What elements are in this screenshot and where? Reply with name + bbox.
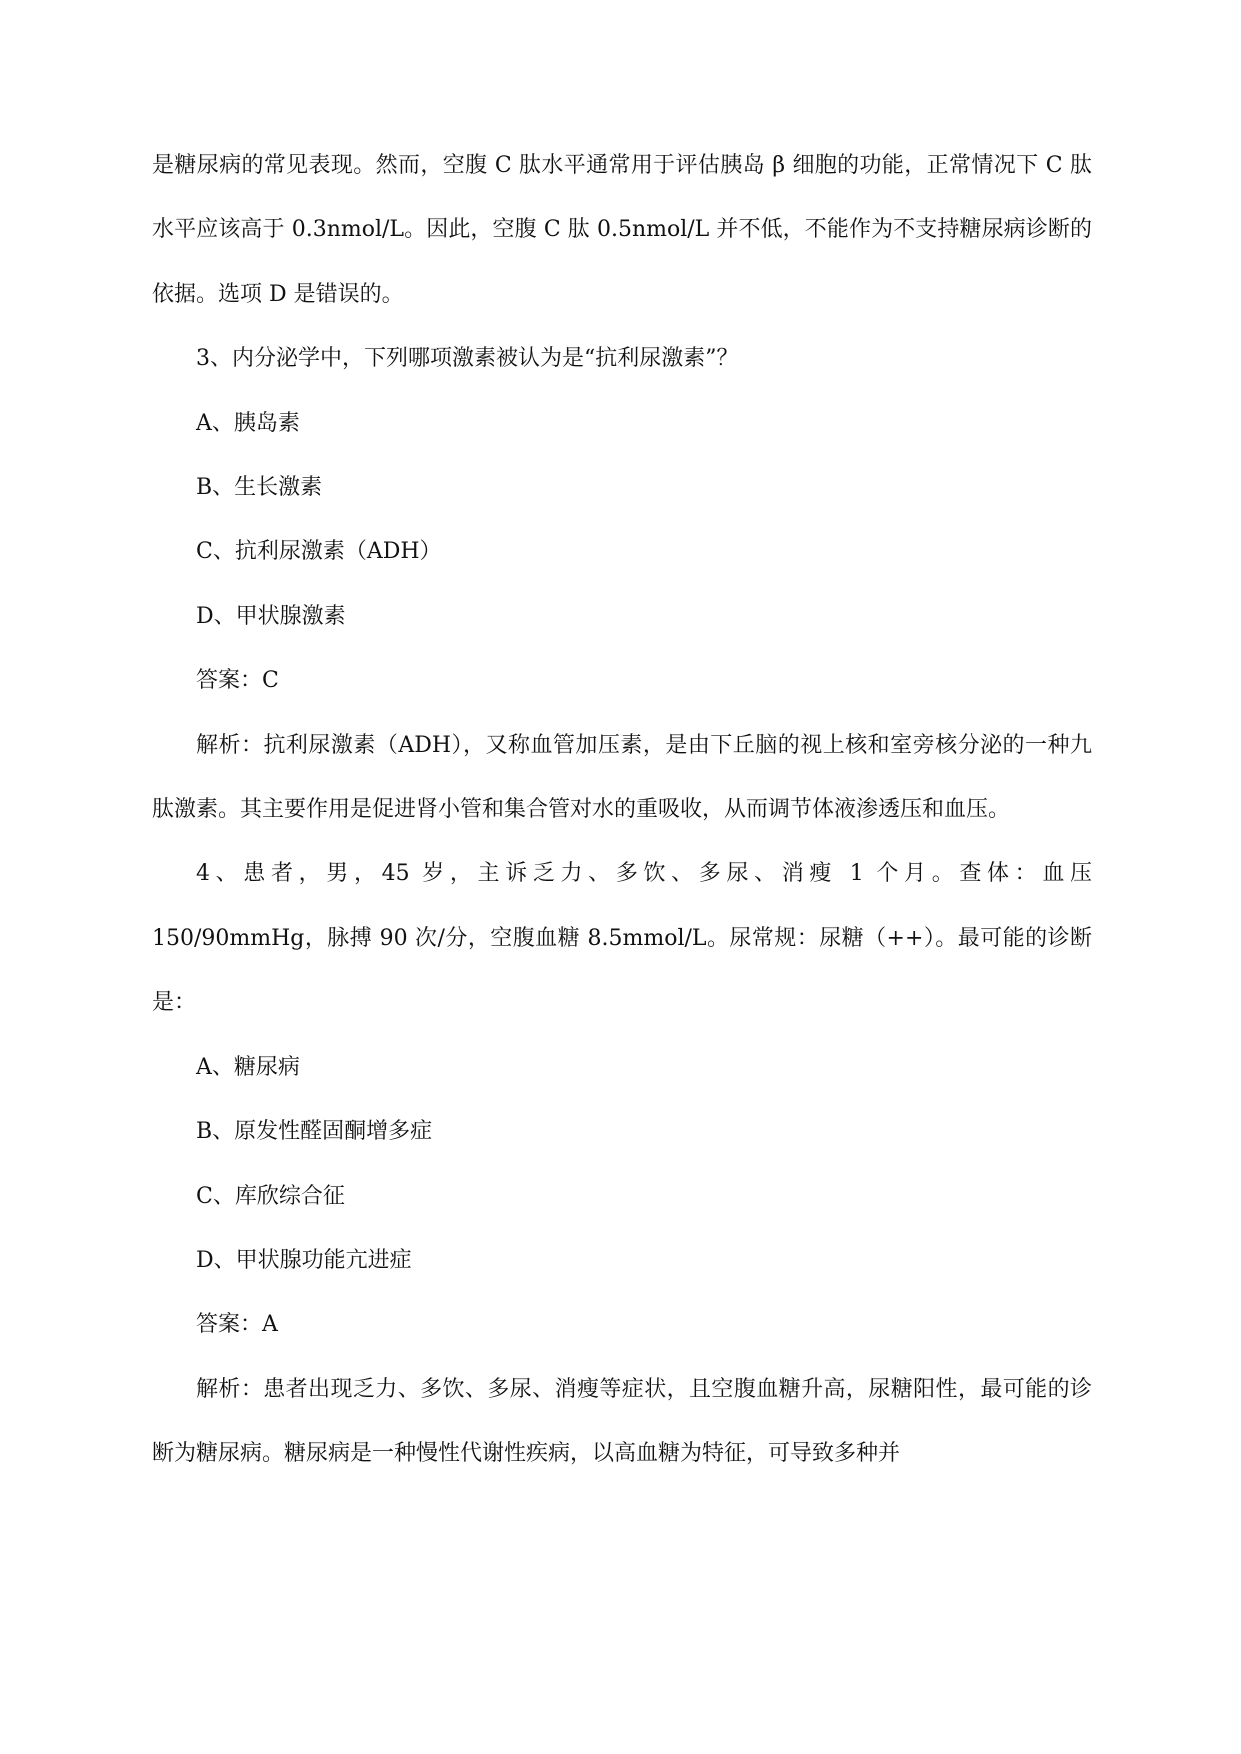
question-3-answer: 答案：C <box>196 668 279 694</box>
question-3-stem: 3、内分泌学中，下列哪项激素被认为是“抗利尿激素”？ <box>196 346 739 372</box>
document-body <box>152 134 1092 1487</box>
question-3-explanation: 解析：抗利尿激素（ADH），又称血管加压素，是由下丘脑的视上核和室旁核分泌的一种九肽激素。其主要作用是促进肾小管和集合管对水的重吸收，从而调节体液渗透压和血压。 <box>152 732 1092 823</box>
question-4-answer: 答案：A <box>196 1312 278 1338</box>
question-4-option-d: D、甲状腺功能亢进症 <box>196 1247 412 1273</box>
question-3-option-d: D、甲状腺激素 <box>196 603 346 629</box>
question-3-option-c: C、抗利尿激素（ADH） <box>196 539 442 565</box>
question-4-stem: 4、患者，男，45 岁，主诉乏力、多饮、多尿、消瘦 1 个月。查体：血压 150/90mmHg，脉搏 90 次/分，空腹血糖 8.5mmol/L。尿常规：尿糖（++）。最可能的诊断是： <box>152 861 1092 1016</box>
paragraph-continuation: 是糖尿病的常见表现。然而，空腹 C 肽水平通常用于评估胰岛 β 细胞的功能，正常情况下 C 肽水平应该高于 0.3nmol/L。因此，空腹 C 肽 0.5nmol/L 并不低，不能作为不支持糖尿病诊断的依据。选项 D 是错误的。 <box>152 153 1092 307</box>
question-4-explanation: 解析：患者出现乏力、多饮、多尿、消瘦等症状，且空腹血糖升高，尿糖阳性，最可能的诊断为糖尿病。糖尿病是一种慢性代谢性疾病，以高血糖为特征，可导致多种并 <box>152 1376 1092 1467</box>
question-4-option-b: B、原发性醛固酮增多症 <box>196 1119 433 1145</box>
question-4-option-c: C、库欣综合征 <box>196 1183 345 1209</box>
question-3-option-b: B、生长激素 <box>196 475 323 501</box>
question-3-option-a: A、胰岛素 <box>196 410 300 436</box>
question-4-option-a: A、糖尿病 <box>196 1054 300 1080</box>
